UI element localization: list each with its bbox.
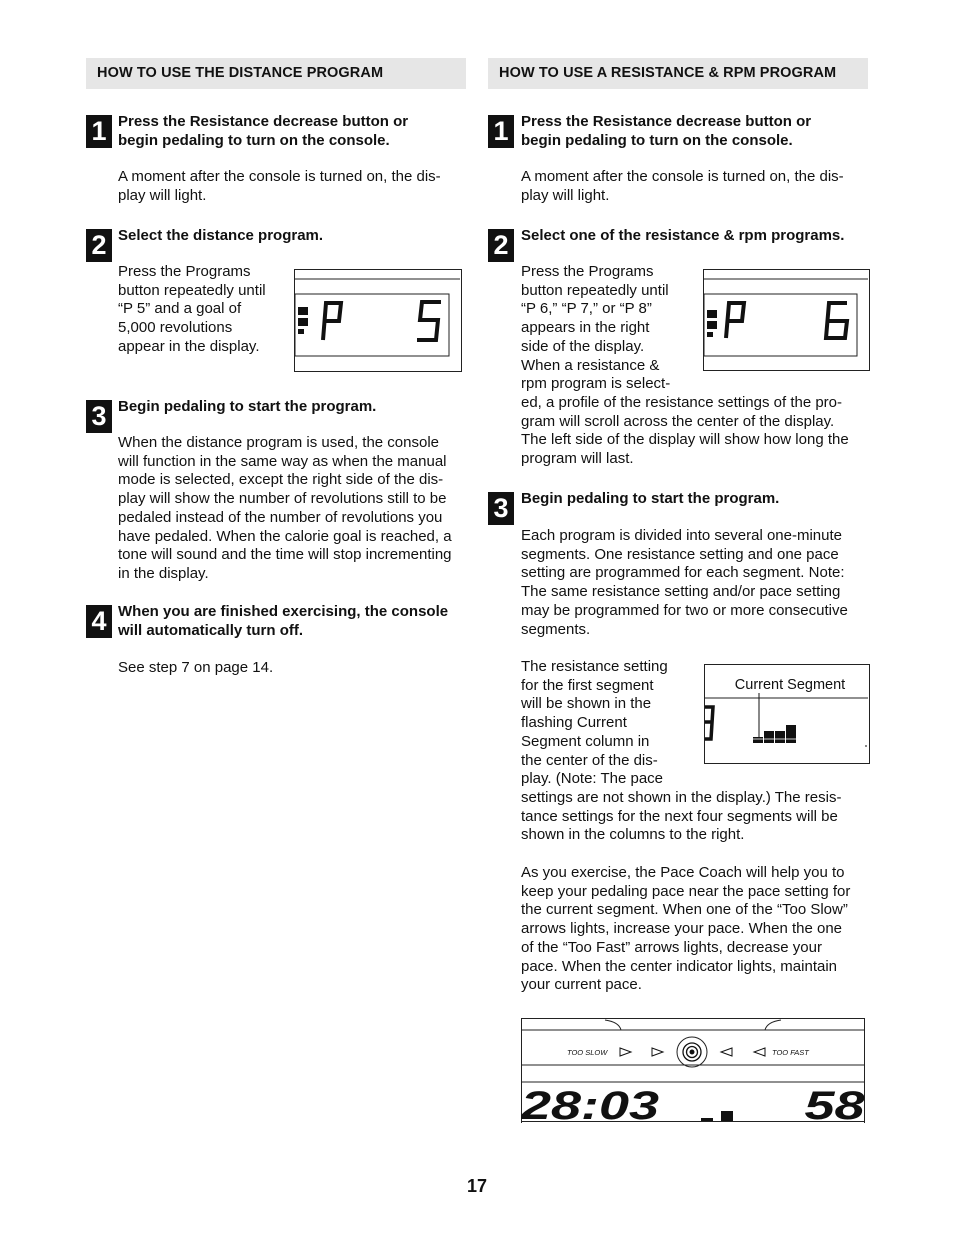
text-line: Begin pedaling to start the program. bbox=[521, 490, 780, 507]
time-readout: 28:03 bbox=[521, 1083, 660, 1123]
text-line: ed, a profile of the resistance settings of the pro- bbox=[521, 394, 843, 411]
left-section-header: HOW TO USE THE DISTANCE PROGRAM bbox=[86, 58, 466, 89]
text-line: segments. One resistance setting and one pace bbox=[521, 545, 839, 563]
text-line: will be shown in the bbox=[521, 695, 652, 713]
left-step-1-number: 1 bbox=[86, 115, 112, 148]
text-line: flashing Current bbox=[521, 714, 627, 732]
text-line: As you exercise, the Pace Coach will help you to bbox=[521, 864, 845, 881]
text-line: Press the Resistance decrease button or bbox=[118, 113, 409, 130]
left-step-4-number: 4 bbox=[86, 605, 112, 638]
left-step-2-title bbox=[118, 226, 323, 245]
text-line: gram will scroll across the center of the display. bbox=[521, 412, 835, 430]
text-line: The left side of the display will show how long the bbox=[521, 431, 849, 449]
text-line: the center of the dis- bbox=[521, 751, 658, 769]
text-line: tone will sound and the time will stop incrementing bbox=[118, 546, 452, 564]
text-line: pedaled instead of the number of revolutions you bbox=[118, 508, 443, 526]
left-step-1-body bbox=[118, 168, 441, 205]
text-line: Each program is divided into several one-minute bbox=[521, 527, 842, 544]
text-line: begin pedaling to turn on the console. bbox=[118, 132, 390, 149]
text-line: may be programmed for two or more consecutive bbox=[521, 601, 848, 619]
lcd-display-program-5 bbox=[294, 269, 462, 372]
current-segment-label: Current Segment bbox=[734, 677, 846, 693]
right-step-3-para-3 bbox=[521, 864, 850, 995]
too-fast-arrow-icon bbox=[721, 1048, 732, 1056]
right-step-1-body bbox=[521, 168, 844, 205]
text-line: Press the Programs bbox=[118, 263, 251, 280]
text-line: the current segment. When one of the “Too Slow” bbox=[521, 901, 848, 919]
left-step-2-number: 2 bbox=[86, 229, 112, 262]
segment-bar bbox=[775, 731, 785, 743]
text-line: your current pace. bbox=[521, 976, 642, 994]
left-step-2-body bbox=[118, 263, 266, 357]
text-line: program will last. bbox=[521, 450, 634, 468]
left-step-1-title bbox=[118, 112, 408, 150]
text-line: Press the Resistance decrease button or bbox=[521, 113, 812, 130]
text-line: Press the Programs bbox=[521, 263, 654, 280]
segment-bar bbox=[764, 731, 774, 743]
right-step-3-title bbox=[521, 489, 779, 508]
text-line: mode is selected, except the right side of the dis- bbox=[118, 471, 444, 489]
too-slow-arrow-icon bbox=[652, 1048, 663, 1056]
text-line: pace. When the center indicator lights, maintain bbox=[521, 957, 838, 975]
text-line: button repeatedly until bbox=[521, 281, 669, 299]
segment-display-graphic bbox=[705, 665, 868, 762]
segment-bar bbox=[753, 737, 763, 743]
text-line: of the “Too Fast” arrows lights, decrease your bbox=[521, 938, 822, 956]
text-line: Begin pedaling to start the program. bbox=[118, 398, 377, 415]
left-step-4-title bbox=[118, 602, 448, 640]
text-line: “P 6,” “P 7,” or “P 8” bbox=[521, 300, 652, 318]
lcd-digit-5 bbox=[417, 302, 441, 340]
text-line: play will show the number of revolutions still to be bbox=[118, 490, 447, 508]
text-line: settings are not shown in the display.) The resis- bbox=[521, 789, 842, 806]
right-step-1-number: 1 bbox=[488, 115, 514, 148]
text-line: in the display. bbox=[118, 564, 209, 582]
left-step-3-body bbox=[118, 434, 452, 584]
right-step-3-para-1 bbox=[521, 527, 848, 639]
text-line: play will light. bbox=[521, 186, 610, 204]
text-line: Select one of the resistance & rpm programs. bbox=[521, 227, 845, 244]
right-step-3-para-2 bbox=[521, 789, 841, 845]
lcd-letter-p bbox=[323, 303, 341, 340]
text-line: shown in the columns to the right. bbox=[521, 826, 745, 844]
text-line: tance settings for the next four segments will be bbox=[521, 807, 838, 825]
text-line: When a resistance & bbox=[521, 356, 660, 374]
text-line: play. (Note: The pace bbox=[521, 770, 664, 788]
text-line: appears in the right bbox=[521, 319, 650, 337]
text-line: will function in the same way as when the manual bbox=[118, 452, 447, 470]
text-line: setting are programmed for each segment. Note: bbox=[521, 564, 845, 582]
pace-center-indicator-icon bbox=[690, 1050, 695, 1055]
text-line: have pedaled. When the calorie goal is reached, a bbox=[118, 527, 452, 545]
lcd-letter-p bbox=[726, 303, 744, 338]
right-step-2-body-narrow bbox=[521, 263, 670, 394]
text-line: appear in the display. bbox=[118, 337, 260, 355]
text-line: “P 5” and a goal of bbox=[118, 300, 242, 318]
text-line: arrows lights, increase your pace. When the one bbox=[521, 920, 842, 938]
current-segment-display bbox=[704, 664, 870, 764]
pace-coach-display bbox=[521, 1018, 865, 1123]
text-line: Segment column in bbox=[521, 732, 650, 750]
segment-bar bbox=[786, 725, 796, 743]
lcd-segments bbox=[704, 270, 868, 369]
right-step-2-number: 2 bbox=[488, 229, 514, 262]
too-fast-label: TOO FAST bbox=[772, 1048, 809, 1057]
text-line: play will light. bbox=[118, 186, 207, 204]
too-fast-arrow-icon bbox=[754, 1048, 765, 1056]
too-slow-arrow-icon bbox=[620, 1048, 631, 1056]
text-line: A moment after the console is turned on, the dis- bbox=[118, 168, 441, 185]
text-line: rpm program is select- bbox=[521, 375, 671, 393]
text-line: The same resistance setting and/or pace setting bbox=[521, 583, 841, 601]
lcd-segments bbox=[295, 270, 460, 370]
right-step-2-body bbox=[521, 394, 849, 469]
right-step-3-number: 3 bbox=[488, 492, 514, 525]
pace-coach-graphic bbox=[521, 1018, 865, 1123]
left-step-3-number: 3 bbox=[86, 400, 112, 433]
text-line: Select the distance program. bbox=[118, 227, 324, 244]
lcd-display-program-6 bbox=[703, 269, 870, 371]
text-line: begin pedaling to turn on the console. bbox=[521, 132, 793, 149]
text-line: The resistance setting bbox=[521, 658, 668, 675]
text-line: button repeatedly until bbox=[118, 281, 266, 299]
text-line: A moment after the console is turned on, the dis- bbox=[521, 168, 844, 185]
lcd-digit-6 bbox=[826, 303, 847, 338]
left-step-3-title bbox=[118, 397, 376, 416]
text-line: keep your pedaling pace near the pace setting for bbox=[521, 882, 851, 900]
text-line: will automatically turn off. bbox=[118, 622, 304, 639]
right-step-2-title bbox=[521, 226, 844, 245]
text-line: side of the display. bbox=[521, 337, 645, 355]
text-line: See step 7 on page 14. bbox=[118, 659, 274, 676]
right-step-1-title bbox=[521, 112, 811, 150]
right-step-3-para-2-narrow bbox=[521, 658, 668, 789]
right-readout: 58 bbox=[804, 1083, 865, 1123]
right-section-header: HOW TO USE A RESISTANCE & RPM PROGRAM bbox=[488, 58, 868, 89]
text-line: When you are finished exercising, the console bbox=[118, 603, 449, 620]
left-step-4-body bbox=[118, 659, 273, 678]
too-slow-label: TOO SLOW bbox=[567, 1048, 608, 1057]
text-line: for the first segment bbox=[521, 676, 654, 694]
text-line: segments. bbox=[521, 620, 591, 638]
text-line: When the distance program is used, the console bbox=[118, 434, 440, 451]
page-number: 17 bbox=[466, 1176, 488, 1196]
text-line: 5,000 revolutions bbox=[118, 319, 233, 337]
lcd-partial-digit bbox=[705, 707, 713, 739]
